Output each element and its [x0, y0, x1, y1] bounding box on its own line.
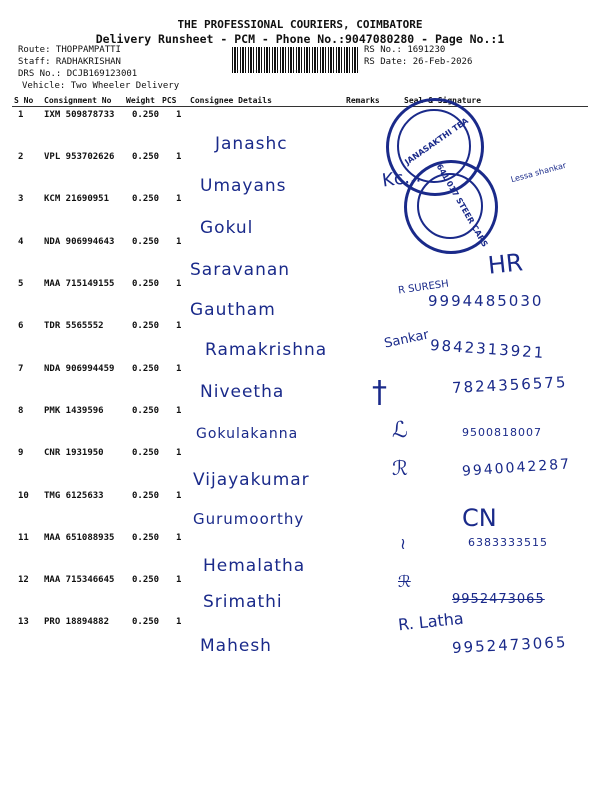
row-consignment: IXM 509878733 — [44, 110, 115, 120]
row-sno: 10 — [18, 491, 29, 501]
signature-12-mark: ℛ — [398, 572, 411, 591]
signature-9-phone: 9940042287 — [461, 456, 572, 480]
row-pcs: 1 — [176, 237, 182, 247]
row-consignment: PMK 1439596 — [44, 406, 104, 416]
col-consignment: Consignment No — [44, 96, 112, 105]
route-label: Route: THOPPAMPATTI — [18, 45, 121, 55]
runsheet-subtitle: Delivery Runsheet - PCM - Phone No.:9047080280 - Page No.:1 — [95, 32, 505, 46]
row-consignee: Gurumoorthy — [193, 510, 305, 528]
col-signature: Seal & Signature — [404, 96, 482, 105]
row-consignee: Hemalatha — [203, 556, 306, 576]
row-weight: 0.250 — [132, 448, 160, 458]
col-consignee: Consignee Details — [190, 96, 272, 105]
row-consignment: CNR 1931950 — [44, 448, 104, 458]
col-remarks: Remarks — [346, 96, 380, 105]
row-pcs: 1 — [176, 448, 182, 458]
row-weight: 0.250 — [132, 152, 160, 162]
row-pcs: 1 — [176, 152, 182, 162]
seal-text-1: JANASAKTHI TEA — [403, 116, 471, 167]
row-pcs: 1 — [176, 533, 182, 543]
vehicle-label: Vehicle: Two Wheeler Delivery — [22, 81, 180, 91]
rs-no-label: RS No.: 1691230 — [364, 45, 446, 55]
row-consignment: TMG 6125633 — [44, 491, 104, 501]
row-pcs: 1 — [176, 321, 182, 331]
signature-8-phone: 9500818007 — [462, 426, 542, 439]
signature-6-name: Sankar — [382, 327, 431, 352]
row-weight: 0.250 — [132, 110, 160, 120]
row-sno: 5 — [18, 279, 24, 289]
signature-5-name: R SURESH — [397, 278, 450, 297]
barcode — [232, 47, 360, 73]
row-consignee: Srimathi — [203, 592, 283, 612]
row-pcs: 1 — [176, 617, 182, 627]
row-sno: 6 — [18, 321, 24, 331]
row-sno: 7 — [18, 364, 24, 374]
row-consignee: Saravanan — [190, 260, 291, 280]
row-pcs: 1 — [176, 491, 182, 501]
row-weight: 0.250 — [132, 364, 160, 374]
row-pcs: 1 — [176, 364, 182, 374]
row-consignee: Vijayakumar — [193, 470, 310, 490]
row-sno: 4 — [18, 237, 24, 247]
row-weight: 0.250 — [132, 321, 160, 331]
signature-12-phone: 9952473065 — [452, 592, 545, 607]
seal-stamp-2 — [404, 160, 498, 254]
row-pcs: 1 — [176, 575, 182, 585]
signature-5-phone: 9994485030 — [428, 292, 544, 310]
row-consignment: MAA 651088935 — [44, 533, 115, 543]
row-weight: 0.250 — [132, 617, 160, 627]
row-sno: 11 — [18, 533, 29, 543]
row-weight: 0.250 — [132, 279, 160, 289]
row-weight: 0.250 — [132, 194, 160, 204]
row-sno: 13 — [18, 617, 29, 627]
row-consignee: Umayans — [200, 176, 287, 196]
row-consignee: Niveetha — [200, 382, 285, 402]
signature-11-phone: 6383333515 — [468, 536, 548, 549]
drs-label: DRS No.: DCJB169123001 — [18, 69, 138, 79]
row-sno: 9 — [18, 448, 24, 458]
staff-label: Staff: RADHAKRISHAN — [18, 57, 121, 67]
row-sno: 12 — [18, 575, 29, 585]
row-sno: 3 — [18, 194, 24, 204]
row-consignment: MAA 715346645 — [44, 575, 115, 585]
row-weight: 0.250 — [132, 237, 160, 247]
row-consignment: VPL 953702626 — [44, 152, 115, 162]
row-pcs: 1 — [176, 406, 182, 416]
row-consignment: KCM 21690951 — [44, 194, 110, 204]
signature-6-phone: 9842313921 — [429, 335, 546, 363]
row-consignment: NDA 906994459 — [44, 364, 115, 374]
row-consignment: MAA 715149155 — [44, 279, 115, 289]
row-consignment: TDR 5565552 — [44, 321, 104, 331]
row-consignee: Mahesh — [200, 636, 272, 656]
row-weight: 0.250 — [132, 491, 160, 501]
row-sno: 2 — [18, 152, 24, 162]
row-consignment: NDA 906994643 — [44, 237, 115, 247]
signature-7-phone: 7824356575 — [451, 372, 568, 398]
signature-2: Kc... — [380, 165, 423, 192]
row-consignee: Janashc — [215, 134, 288, 154]
company-title: THE PROFESSIONAL COURIERS, COIMBATORE — [177, 18, 423, 31]
signature-10: CN — [462, 504, 497, 532]
signature-8-mark: ℒ — [392, 418, 408, 443]
header-divider — [12, 106, 588, 107]
signature-13-phone: 9952473065 — [451, 632, 568, 658]
row-weight: 0.250 — [132, 533, 160, 543]
signature-4: HR — [486, 248, 525, 280]
seal-text-2: 641 017 STEER CARS — [434, 162, 490, 249]
row-consignee: Gautham — [190, 300, 276, 320]
col-pcs: PCS — [162, 96, 177, 105]
col-sno: S No — [14, 96, 34, 105]
row-weight: 0.250 — [132, 406, 160, 416]
row-weight: 0.250 — [132, 575, 160, 585]
col-weight: Weight — [126, 96, 155, 105]
row-consignee: Gokulakanna — [196, 426, 299, 442]
row-pcs: 1 — [176, 110, 182, 120]
row-sno: 8 — [18, 406, 24, 416]
row-pcs: 1 — [176, 279, 182, 289]
signature-9-mark: ℛ — [392, 456, 408, 480]
row-consignment: PRO 18894882 — [44, 617, 110, 627]
signature-11-mark: ≀ — [400, 534, 406, 553]
row-consignee: Gokul — [200, 218, 254, 238]
rs-date-label: RS Date: 26-Feb-2026 — [364, 57, 473, 67]
row-pcs: 1 — [176, 194, 182, 204]
signature-2-note: Lessa shankar — [509, 160, 568, 185]
signature-7-mark: † — [372, 375, 387, 410]
row-consignee: Ramakrishna — [205, 340, 328, 360]
row-sno: 1 — [18, 110, 24, 120]
signature-13-name: R. Latha — [397, 608, 465, 635]
